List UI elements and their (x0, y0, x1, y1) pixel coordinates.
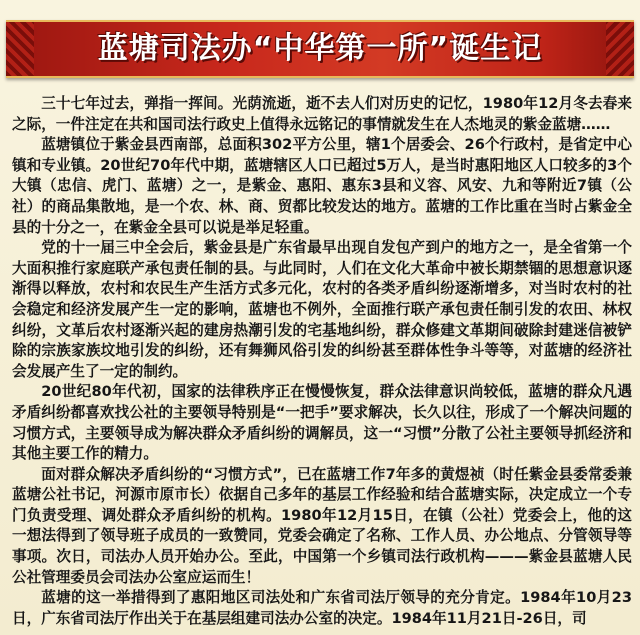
paragraph: 党的十一届三中全会后，紫金县是广东省最早出现自发包产到户的地方之一，是全省第一个大面积推行家庭联产承包责任制的县。与此同时，人们在文化大革命中被长期禁锢的思想意识逐渐得以释放，农村和农民生产生活方式多元化，农村的各类矛盾纠纷逐渐增多，对当时农村的社会稳定和经济发展产生一定的影响，蓝塘也不例外，全面推行联产承包责任制引发的农田、林权纠纷，文革后农村逐渐兴起的建房热潮引发的宅基地纠纷，群众修建文革期间破除封建迷信被铲除的宗族家族坟地引发的纠纷，还有舞狮风俗引发的纠纷甚至群体性争斗等等，对蓝塘的经济社会发展产生了一定的制约。 (12, 239, 632, 380)
article-body (12, 94, 632, 629)
paragraph: 蓝塘镇位于紫金县西南部，总面积302平方公里，辖1个居委会、26个行政村，是省定中心镇和专业镇。20世纪70年代中期，蓝塘辖区人口已超过5万人，是当时惠阳地区人口较多的3个大镇（忠信、虎门、蓝塘）之一，是紫金、惠阳、惠东3县和义容、风安、九和等附近7镇（公社）的商品集散地，是一个农、林、商、贸都比较发达的地方。蓝塘的工作比重在当时占紫金全县的十分之一，在紫金全县可以说是举足轻重。 (12, 136, 632, 236)
paragraph: 20世纪80年代初，国家的法律秩序正在慢慢恢复，群众法律意识尚较低，蓝塘的群众凡遇矛盾纠纷都喜欢找公社的主要领导特别是“一把手”要求解决，长久以往，形成了一个解决问题的习惯方式，主要领导成为解决群众矛盾纠纷的调解员，这一“习惯”分散了公社主要领导抓经济和其他主要工作的精力。 (12, 383, 632, 463)
paragraph: 蓝塘的这一举措得到了惠阳地区司法处和广东省司法厅领导的充分肯定。1984年10月23日，广东省司法厅作出关于在基层组建司法办公室的决定。1984年11月21日-26日，司 (12, 589, 632, 627)
paragraph: 三十七年过去，弹指一挥间。光荫流逝，逝不去人们对历史的记忆，1980年12月冬去春来之际，一件注定在共和国司法行政史上值得永远铭记的事情就发生在人杰地灵的紫金蓝塘…… (12, 95, 632, 133)
page-title: 蓝塘司法办“中华第一所”诞生记 (97, 31, 543, 66)
paragraph: 面对群众解决矛盾纠纷的“习惯方式”，已在蓝塘工作7年多的黄煜祯（时任紫金县委常委兼蓝塘公社书记，河源市原市长）依据自己多年的基层工作经验和结合蓝塘实际，决定成立一个专门负责受理、调处群众矛盾纠纷的机构。1980年12月15日，在镇（公社）党委会上，他的这一想法得到了领导班子成员的一致赞同，党委会确定了名称、工作人员、办公地点、分管领导等事项。次日，司法办人员开始办公。至此，中国第一个乡镇司法行政机构———紫金县蓝塘人民公社管理委员会司法办公室应运而生！ (12, 465, 632, 586)
title-banner (6, 20, 634, 78)
